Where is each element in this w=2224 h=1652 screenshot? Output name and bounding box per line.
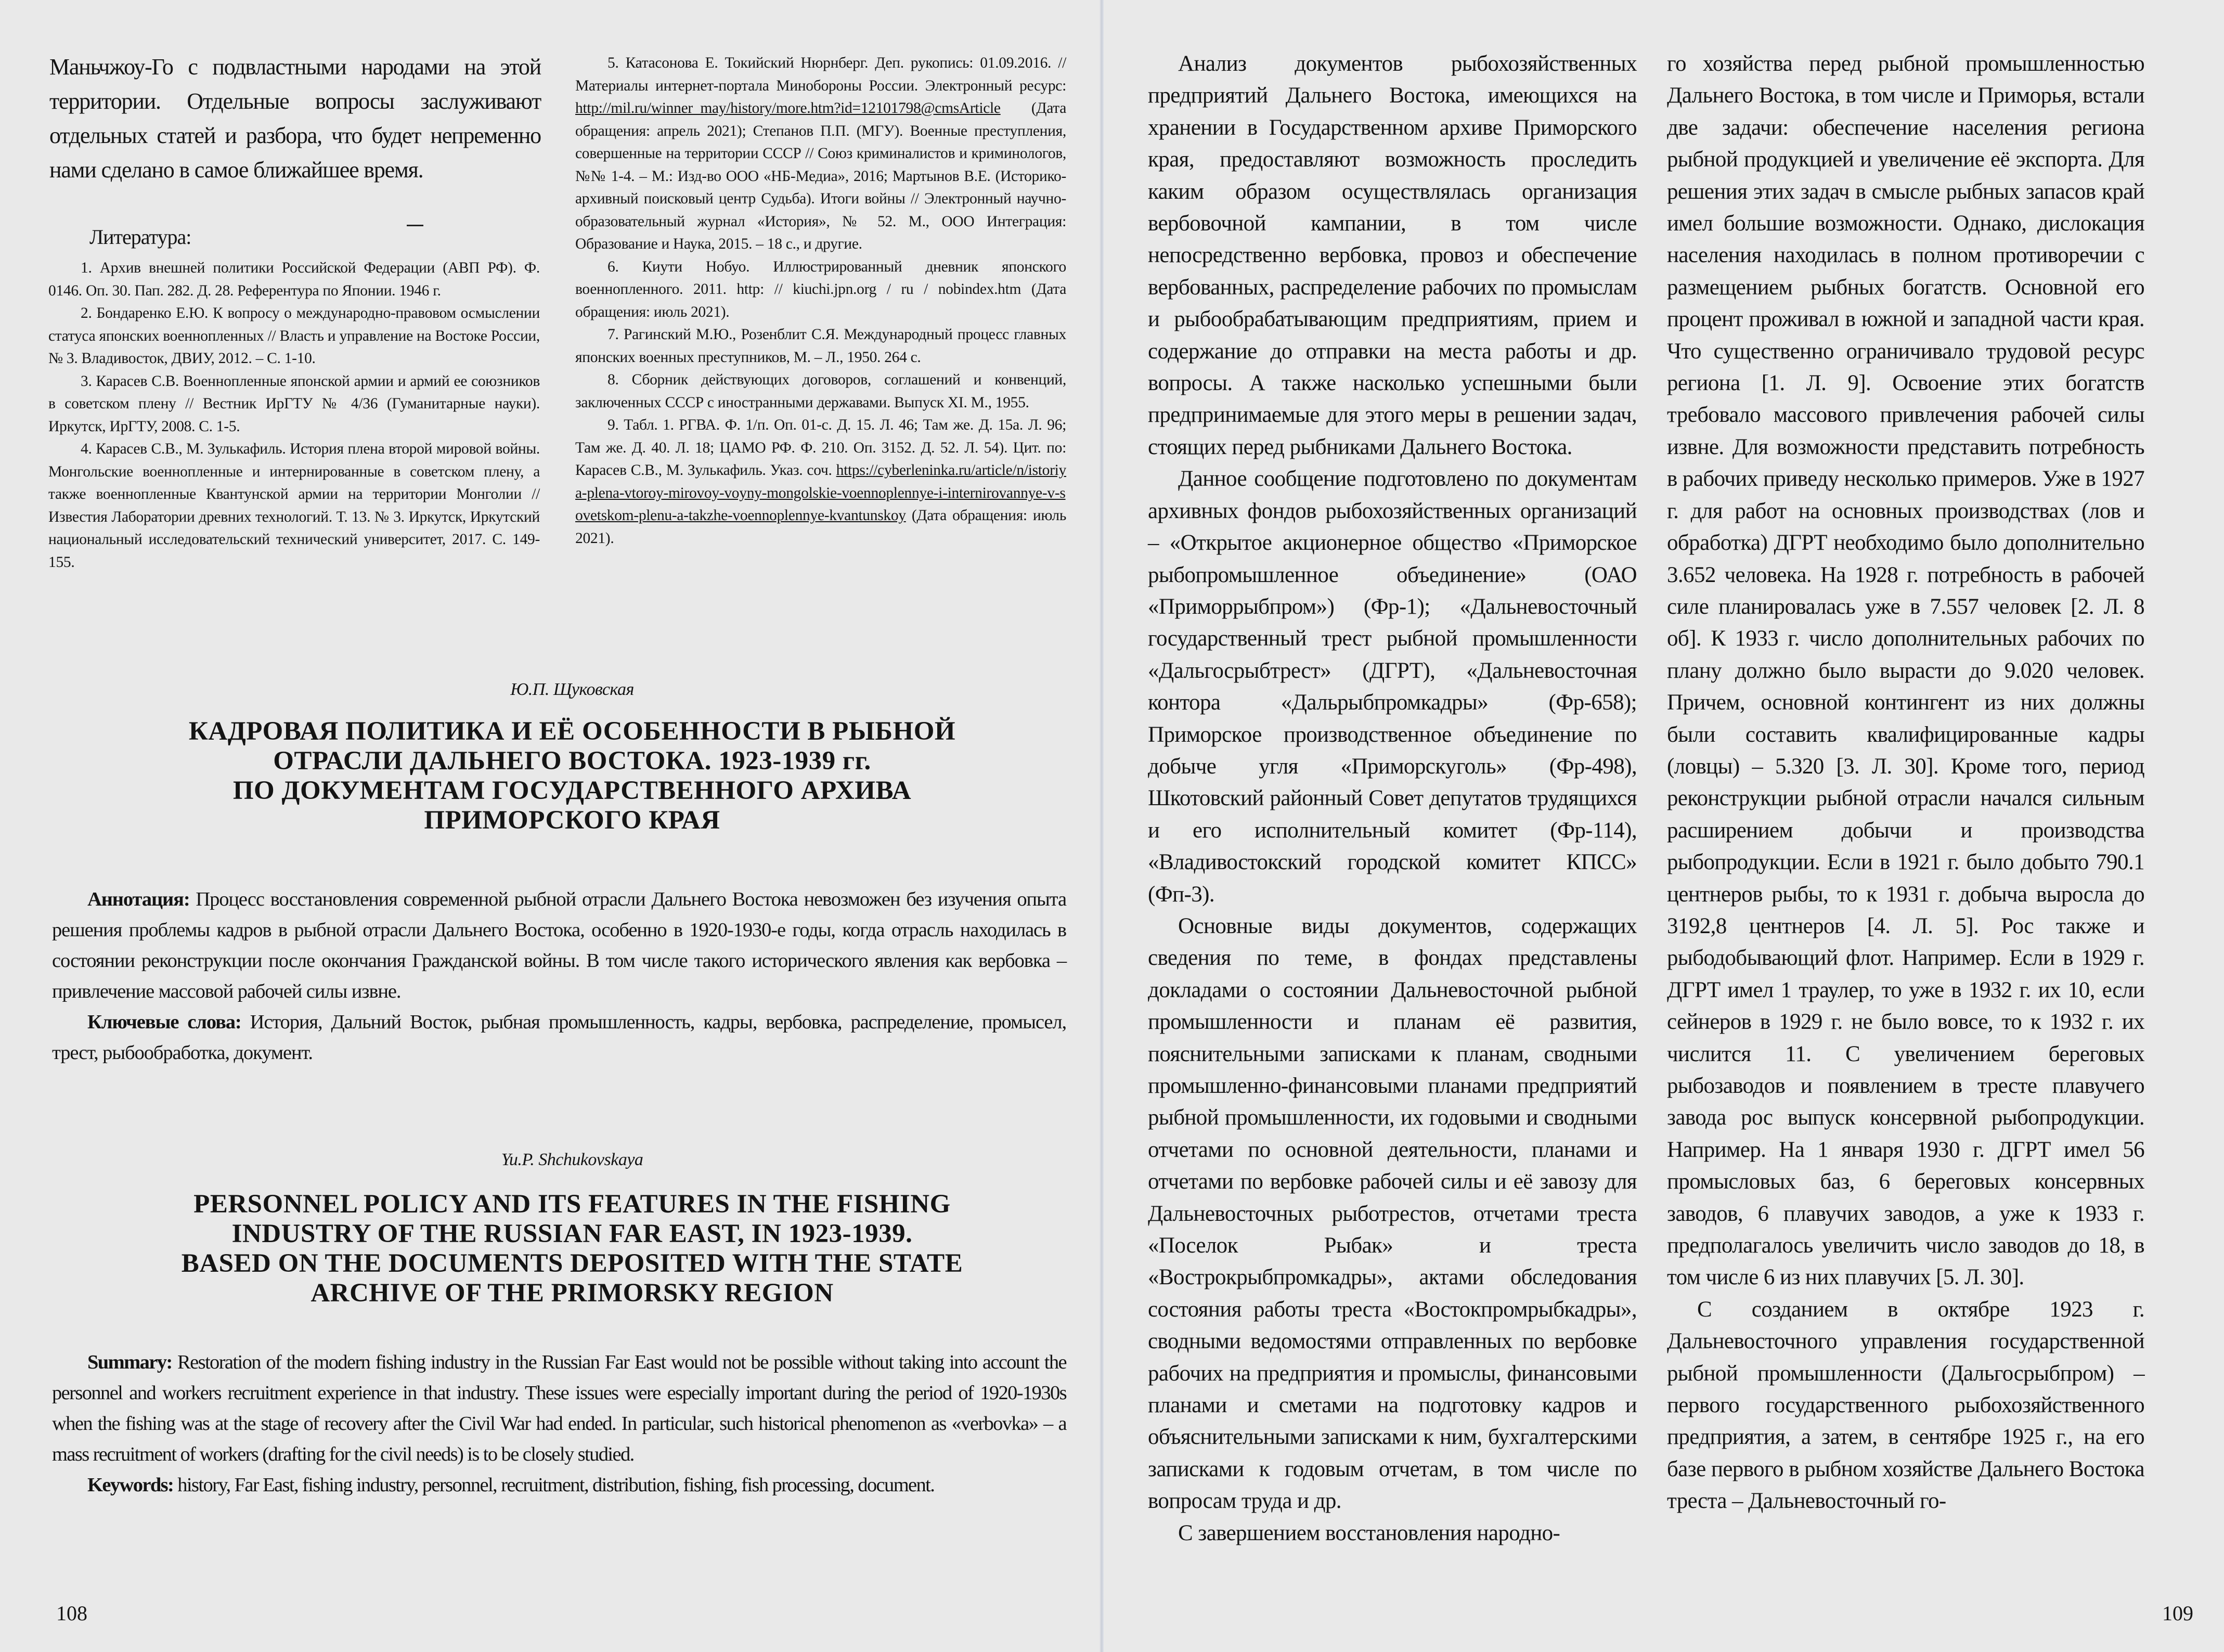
- references-column-1: [48, 257, 540, 574]
- article-author-ru: Ю.П. Щуковская: [510, 680, 634, 699]
- body-column-a: [1148, 48, 1637, 1549]
- abstract-ru: [52, 884, 1066, 1068]
- paragraph: С завершением восстановления народно-: [1178, 1520, 1560, 1545]
- annotation-text: Процесс восстановления современной рыбной отрасли Дальнего Востока невозможен без изучения опыта решения проблемы кадров в рыбной отрасли Дальнего Востока, особенно в 1920-1930-е годы, когда отрасль находилась в состоянии реконструкции после окончания Гражданской войны. В том числе такого исторического явления как вербовка – привлечение массовой рабочей силы извне.: [52, 888, 1066, 1002]
- separator-dash: [407, 225, 423, 226]
- paragraph: Анализ документов рыбохозяйственных предприятий Дальнего Востока, имеющихся на хранении в Государственном архиве Приморского края, предоставляют возможность проследить каким образом осуществлялась организация вербовочной кампании, в том числе непосредственно вербовка, провоз и обеспечение вербованных, распределение рабочих по промыслам и рыбообрабатывающим предприятиям, прием и содержание до отправки на места работы и др. вопросы. А также насколько успешными были предпринимаемые для этого меры в решении задач, стоящих перед рыбниками Дальнего Востока.: [1148, 51, 1637, 459]
- reference-item: 1. Архив внешней политики Российской Федерации (АВП РФ). Ф. 0146. Оп. 30. Пап. 282. Д. 28. Референтура по Японии. 1946 г.: [48, 260, 540, 299]
- paragraph: Маньчжоу-Го с подвластными народами на этой территории. Отдельные вопросы заслуживают отдельных статей и разбора, что будет непременно нами сделано в самое ближайшее время.: [49, 54, 541, 183]
- summary-label: Summary:: [87, 1351, 172, 1373]
- article-author-en: Yu.P. Shchukovskaya: [501, 1150, 643, 1169]
- paragraph: Основные виды документов, содержащих сведения по теме, в фондах представлены докладами о состоянии Дальневосточной рыбной промышленности и планам её развития, пояснительными записками к планам, сводными промышленно-финансовыми планами предприятий рыбной промышленности, их годовыми и сводными отчетами по основной деятельности, планами и отчетами по вербовке рабочей силы и её завозу для Дальневосточных рыботрестов, отчетами треста «Поселок Рыбак» и треста «Вострокрыбпромкадры», актами обследования состояния работы треста «Востокпромрыбкадры», сводными ведомостями отправленных по вербовке рабочих на предприятия и промыслы, финансовыми планами и сметами на подготовку кадров и объяснительными записками к ним, бухгалтерскими записками к годовым отчетам, в том числе по вопросам труда и др.: [1148, 913, 1637, 1514]
- article-title-en: [52, 1190, 1092, 1308]
- reference-item: [575, 414, 1066, 550]
- reference-text: 9. Табл. 1. РГВА. Ф. 1/п. Оп. 01-с. Д. 15. Л. 46; Там же. Д. 15а. Л. 96; Там же. Д. 40. Л. 18; ЦАМО РФ. Ф. 210. Оп. 3152. Д. 52. Л. 54). Цит. по: Карасев С.В., М. Зулькафиль. Указ. соч.: [575, 417, 1066, 479]
- article-title-ru: [52, 717, 1092, 835]
- reference-item: 6. Киути Нобуо. Иллюстрированный дневник японского военнопленного. 2011. http: // kiuchi.jpn.org / ru / nobindex.htm (Дата обращения: июль 2021).: [575, 258, 1066, 320]
- reference-item: 3. Карасев С.В. Военнопленные японской армии и армий ее союзников в советском плену // Вестник ИрГТУ № 4/36 (Гуманитарные науки). Иркутск, ИрГТУ, 2008. С. 1-5.: [48, 372, 540, 435]
- summary-text: Restoration of the modern fishing industry in the Russian Far East would not be possible without taking into account the personnel and workers recruitment experience in that industry. These issues were especially important during the period of 1920-1930s when the fishing was at the stage of recovery after the Civil War had ended. In particular, such historical phenomenon as «verbovka» – a mass recruitment of workers (drafting for the civil needs) is to be closely studied.: [52, 1351, 1066, 1465]
- keywords-text: history, Far East, fishing industry, personnel, recruitment, distribution, fishing, fish processing, document.: [173, 1474, 935, 1496]
- reference-text: 5. Катасонова Е. Токийский Нюрнберг. Деп. рукопись: 01.09.2016. // Материалы интернет-портала Минобороны России. Электронный ресурс:: [575, 55, 1066, 94]
- summary: [52, 1347, 1066, 1470]
- reference-link[interactable]: http://mil.ru/winner_may/history/more.htm?id=12101798@cmsArticle: [575, 100, 1001, 117]
- title-line: ПРИМОРСКОГО КРАЯ: [424, 806, 720, 835]
- annotation-label: Аннотация:: [87, 888, 190, 910]
- references-heading: Литература:: [89, 225, 191, 249]
- keywords-text: История, Дальний Восток, рыбная промышленность, кадры, вербовка, распределение, промысел, трест, рыбообработка, документ.: [52, 1011, 1066, 1064]
- reference-text: (Дата обращения: июль 2021).: [575, 507, 1066, 547]
- reference-item: 8. Сборник действующих договоров, соглашений и конвенций, заключенных СССР с иностранными державами. Выпуск XI. М., 1955.: [575, 371, 1066, 411]
- keywords-label: Ключевые слова:: [87, 1011, 241, 1033]
- page-number-left: 108: [56, 1602, 87, 1625]
- reference-item: 7. Рагинский М.Ю., Розенблит С.Я. Международный процесс главных японских военных преступников, М. – Л., 1950. 264 с.: [575, 326, 1066, 366]
- references-column-2: [575, 52, 1066, 550]
- abstract-en: [52, 1347, 1066, 1501]
- reference-item: 2. Бондаренко Е.Ю. К вопросу о международно-правовом осмыслении статуса японских военнопленных // Власть и управление на Востоке России, № 3. Владивосток, ДВИУ, 2012. – С. 1-10.: [48, 305, 540, 367]
- paragraph: го хозяйства перед рыбной промышленностью Дальнего Востока, в том числе и Приморья, встали две задачи: обеспечение населения региона рыбной продукцией и увеличение её экспорта. Для решения этих задач в смысле рыбных запасов край имел большие возможности. Однако, дислокация населения находилась в полном противоречии с размещением рыбных богатств. Основной его процент проживал в южной и западной части края. Что существенно ограничивало трудовой ресурс региона [1. Л. 9]. Освоение этих богатств требовало массового привлечения рабочей силы извне. Для возможности представить потребность в рабочих приведу несколько примеров. Уже в 1927 г. для работ на основных производствах (лов и обработка) ДГРТ необходимо было дополнительно 3.652 человека. На 1928 г. потребность в рабочей силе планировалась уже в 7.557 человек [2. Л. 8 об]. К 1933 г. число дополнительных рабочих по плану должно было вырасти до 9.020 человек. Причем, основной контингент из них должны были составить квалифицированные кадры (ловцы) – 5.320 [3. Л. 30]. Кроме того, период реконструкции рыбной отрасли начался сильным расширением добычи и производства рыбопродукции. Если в 1921 г. было добыто 790.1 центнеров рыбы, то к 1931 г. добыча выросла до 3192,8 центнеров [4. Л. 5]. Рос также и рыбодобывающий флот. Например. Если в 1929 г. ДГРТ имел 1 траулер, то уже в 1932 г. их 10, если сейнеров в 1929 г. не было вовсе, то к 1932 г. их числится 11. С увеличением береговых рыбозаводов и появлением в тресте плавучего завода рос выпуск консервной рыбопродукции. Например. На 1 января 1930 г. ДГРТ имел 56 промысловых баз, 6 береговых консервных заводов, 6 плавучих заводов, а уже к 1933 г. предполагалось увеличить число заводов до 18, в том числе 6 из них плавучих [5. Л. 30].: [1667, 51, 2144, 1290]
- keywords-label: Keywords:: [87, 1474, 174, 1496]
- keywords-ru: [52, 1007, 1066, 1068]
- intro-continuation: [49, 50, 541, 187]
- body-column-b: [1667, 48, 2144, 1517]
- keywords-en: [52, 1470, 1066, 1501]
- title-line: INDUSTRY OF THE RUSSIAN FAR EAST, IN 1923-1939.: [231, 1219, 913, 1248]
- title-line: ПО ДОКУМЕНТАМ ГОСУДАРСТВЕННОГО АРХИВА: [232, 776, 912, 805]
- title-line: PERSONNEL POLICY AND ITS FEATURES IN THE FISHING: [193, 1190, 951, 1219]
- paragraph: С созданием в октябре 1923 г. Дальневосточного управления государственной рыбной промышленности (Дальгосрыбпром) – первого государственного рыбохозяйственного предприятия, а затем, в сентябре 1925 г., на его базе первого в рыбном хозяйстве Дальнего Востока треста – Дальневосточный го-: [1667, 1297, 2144, 1514]
- book-gutter: [1100, 0, 1104, 1652]
- title-line: КАДРОВАЯ ПОЛИТИКА И ЕЁ ОСОБЕННОСТИ В РЫБНОЙ: [188, 717, 956, 746]
- title-line: ОТРАСЛИ ДАЛЬНЕГО ВОСТОКА. 1923-1939 гг.: [273, 746, 871, 776]
- paragraph: Данное сообщение подготовлено по документам архивных фондов рыбохозяйственных организаций – «Открытое акционерное общество «Приморское рыбопромышленное объединение» (ОАО «Приморрыбпром») (Фр-1); «Дальневосточный государственный трест рыбной промышленности «Дальгосрыбтрест» (ДГРТ), «Дальневосточная контора «Дальрыбпромкадры» (Фр-658); Приморское производственное объединение по добыче угля «Приморскуголь» (Фр-498), Шкотовский районный Совет депутатов трудящихся и его исполнительный комитет (Фр-114), «Владивостокский городской комитет КПСС» (Фп-3).: [1148, 467, 1637, 907]
- title-line: ARCHIVE OF THE PRIMORSKY REGION: [311, 1279, 834, 1308]
- page-number-right: 109: [2162, 1602, 2193, 1625]
- reference-item: [575, 52, 1066, 256]
- annotation: [52, 884, 1066, 1007]
- title-line: BASED ON THE DOCUMENTS DEPOSITED WITH THE STATE: [181, 1249, 963, 1278]
- reference-text: (Дата обращения: апрель 2021); Степанов П.П. (МГУ). Военные преступления, совершенные на территории СССР // Союз криминалистов и криминологов, №№ 1-4. – М.: Изд-во ООО «НБ-Медиа», 2016; Мартынов В.Е. (Историко-архивный поисковый центр Судьба). Итоги войны // Электронный научно-образовательный журнал «История», № 52. М., ООО Интеграция: Образование и Наука, 2015. – 18 с., и другие.: [575, 100, 1066, 252]
- reference-link[interactable]: https://cyberleninka.ru/article/n/istoriya-plena-vtoroy-mirovoy-voyny-mongolskie-voennoplennye-i-internirovannye-v-sovetskom-plenu-a-takzhe-voennoplennye-kvantunskoy: [575, 462, 1066, 524]
- reference-item: 4. Карасев С.В., М. Зулькафиль. История плена второй мировой войны. Монгольские военнопленные и интернированные в советском плену, а также военнопленные Квантунской армии на территории Монголии // Известия Лаборатории древних технологий. Т. 13. № 3. Иркутск, Иркутский национальный исследовательский технический университет, 2017. С. 149-155.: [48, 441, 540, 571]
